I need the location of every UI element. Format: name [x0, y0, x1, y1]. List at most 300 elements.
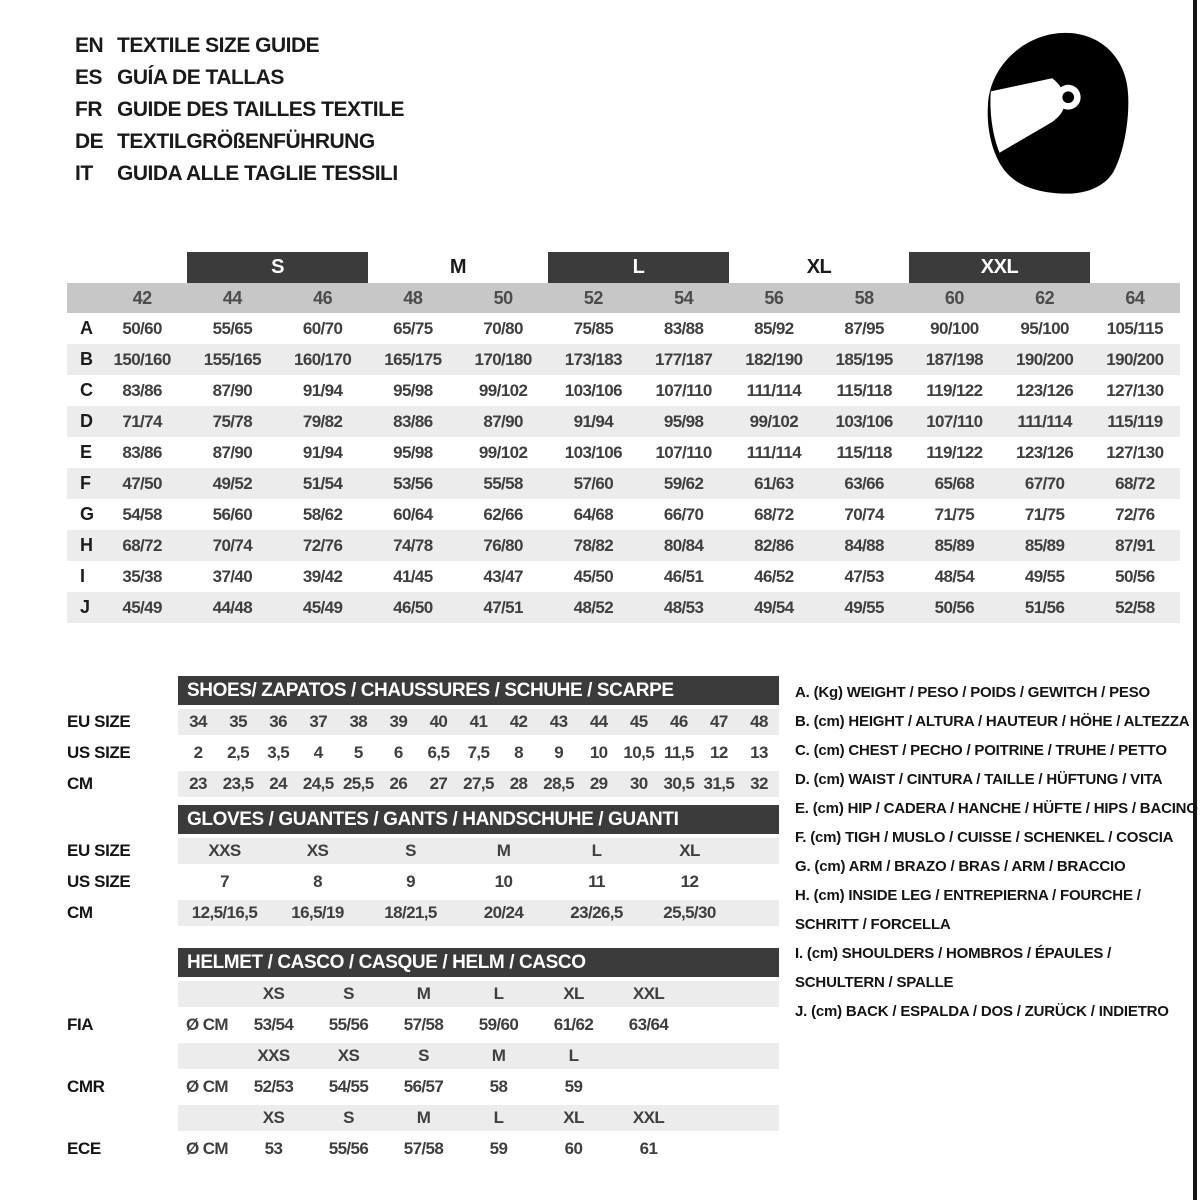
size-value: 70/74: [212, 535, 253, 555]
measurement-row-f: [67, 468, 1180, 499]
size-value: M: [496, 841, 511, 860]
size-value: 83/86: [122, 442, 162, 462]
size-value: 72/76: [302, 535, 343, 555]
helmet-value: 55/56: [328, 1139, 369, 1158]
size-value: 72/76: [1115, 504, 1155, 524]
helmet-value: 59: [489, 1139, 508, 1158]
helmet-value: 53: [264, 1139, 283, 1158]
legend-line: F. (cm) TIGH / MUSLO / CUISSE / SCHENKEL / COSCIA: [795, 829, 1174, 846]
size-value: 65/75: [393, 318, 433, 338]
size-value: 49/54: [754, 597, 794, 617]
size-band-xxl: XXL: [909, 252, 1090, 283]
size-band-s: S: [187, 252, 368, 283]
size-value: 10,5: [623, 743, 655, 762]
helmet-values: [178, 1012, 779, 1038]
main-table-body: [67, 313, 1180, 623]
size-value: 79/82: [302, 411, 343, 431]
size-value: 47/53: [844, 566, 884, 586]
size-value: 87/90: [212, 442, 253, 462]
legend-item: [795, 939, 1195, 997]
size-value: 64/68: [573, 504, 614, 524]
size-value: 99/102: [478, 380, 528, 400]
language-code: EN: [75, 34, 104, 57]
size-value: 50/56: [1115, 566, 1155, 586]
size-value: 32: [750, 774, 768, 793]
measurement-row-d: [67, 406, 1180, 437]
measurement-row-c: [67, 375, 1180, 406]
size-value: 177/187: [654, 349, 713, 369]
helmet-value: 53/54: [253, 1015, 294, 1034]
legend-line: D. (cm) WAIST / CINTURA / TAILLE / HÜFTUNG / VITA: [795, 771, 1163, 788]
size-value: XS: [306, 841, 329, 860]
measurement-row-e: [67, 437, 1180, 468]
row-header-label: US SIZE: [67, 872, 131, 891]
gloves-table: [67, 805, 779, 931]
size-value: 58/62: [302, 504, 343, 524]
size-value: 49/55: [844, 597, 884, 617]
size-value: 83/86: [122, 380, 162, 400]
size-value: 95/98: [393, 442, 433, 462]
size-value: 40: [429, 712, 448, 731]
legend-item: [795, 823, 1195, 852]
row-values: [178, 740, 779, 766]
size-value: 34: [189, 712, 207, 731]
legend-item: [795, 852, 1195, 881]
size-value: 49/55: [1024, 566, 1065, 586]
size-value: 71/75: [1024, 504, 1065, 524]
helmet-size: XXL: [632, 984, 665, 1003]
size-value: 82/86: [754, 535, 794, 555]
legend-line: J. (cm) BACK / ESPALDA / DOS / ZURÜCK / INDIETRO: [795, 1003, 1169, 1020]
size-value: 8: [514, 743, 523, 762]
row-values: [178, 771, 779, 797]
measurement-row-a: [67, 313, 1180, 344]
size-value: 23: [189, 774, 207, 793]
row-header-spacer: [67, 1043, 178, 1069]
helmet-values: [178, 1136, 779, 1162]
size-value: 185/195: [835, 349, 893, 369]
measurement-row-label: C: [80, 380, 93, 400]
numeric-size: 60: [944, 287, 964, 308]
size-value: 71/75: [934, 504, 975, 524]
size-value: 103/106: [564, 442, 622, 462]
size-value: 67/70: [1024, 473, 1065, 493]
size-value: 28,5: [543, 774, 574, 793]
helmet-size-header-row: [67, 1105, 779, 1131]
size-value: 85/89: [934, 535, 975, 555]
helmet-size: L: [493, 984, 504, 1003]
size-value: 46: [669, 712, 688, 731]
helmet-size: S: [343, 1108, 354, 1127]
helmet-size: XS: [262, 1108, 285, 1127]
racing-helmet-graphic: [978, 30, 1138, 198]
size-value: 7,5: [467, 743, 490, 762]
helmet-size: S: [418, 1046, 429, 1065]
language-code: DE: [75, 130, 104, 153]
size-value: 3,5: [267, 743, 290, 762]
size-value: 51/56: [1024, 597, 1065, 617]
sub-table-row: [67, 900, 779, 926]
size-value: 83/88: [663, 318, 704, 338]
helmet-size: L: [493, 1108, 504, 1127]
size-value: 26: [389, 774, 408, 793]
legend-item: [795, 765, 1195, 794]
size-value: 91/94: [573, 411, 614, 431]
sub-table-row: [67, 709, 779, 735]
size-value: 6,5: [427, 743, 450, 762]
size-value: 91/94: [302, 442, 343, 462]
gloves-rows: [67, 838, 779, 926]
size-value: 52/58: [1115, 597, 1155, 617]
diameter-unit: Ø CM: [186, 1077, 228, 1096]
language-title: GUIDE DES TAILLES TEXTILE: [117, 98, 404, 121]
size-value: 4: [313, 743, 323, 762]
size-value: 5: [353, 743, 363, 762]
size-value: 25,5: [342, 774, 374, 793]
size-value: 16,5/19: [291, 903, 344, 922]
numeric-size: 58: [854, 287, 874, 308]
helmet-table-title: HELMET / CASCO / CASQUE / HELM / CASCO: [178, 948, 779, 977]
helmet-size-header-row: [67, 981, 779, 1007]
legend-line: E. (cm) HIP / CADERA / HANCHE / HÜFTE / HIPS / BACINO: [795, 800, 1198, 817]
size-value: 45/49: [122, 597, 162, 617]
size-value: 190/200: [1106, 349, 1164, 369]
size-value: 107/110: [655, 380, 712, 400]
numeric-size: 54: [674, 287, 694, 308]
legend-line: SCHULTERN / SPALLE: [795, 974, 954, 991]
row-header-label: EU SIZE: [67, 712, 131, 731]
standard-label: FIA: [67, 1015, 94, 1034]
diameter-unit: Ø CM: [186, 1139, 228, 1158]
size-value: 95/100: [1020, 318, 1069, 338]
size-value: 7: [220, 872, 229, 891]
size-value: 45: [629, 712, 648, 731]
measurement-row-label: B: [80, 349, 93, 369]
measurement-row-label: D: [80, 411, 93, 431]
size-value: 48: [750, 712, 768, 731]
size-value: 25,5/30: [663, 903, 716, 922]
size-value: XL: [679, 841, 700, 860]
sub-table-row: [67, 869, 779, 895]
size-value: XXS: [208, 841, 241, 860]
size-value: 83/86: [393, 411, 433, 431]
legend-line: SCHRITT / FORCELLA: [795, 916, 951, 933]
measurement-row-label: E: [80, 442, 93, 462]
size-value: 55/58: [483, 473, 523, 493]
gloves-table-title: GLOVES / GUANTES / GANTS / HANDSCHUHE / GUANTI: [178, 805, 779, 834]
size-value: 50/56: [934, 597, 975, 617]
size-value: 35/38: [122, 566, 162, 586]
size-value: 87/95: [844, 318, 884, 338]
standard-label: CMR: [67, 1077, 105, 1096]
helmet-size-header-row: [67, 1043, 779, 1069]
size-value: 31,5: [703, 774, 735, 793]
size-value: 160/170: [293, 349, 352, 369]
sub-table-row: [67, 740, 779, 766]
helmet-value: 60: [564, 1139, 583, 1158]
size-value: 115/118: [836, 380, 892, 400]
helmet-value: 61/62: [553, 1015, 594, 1034]
helmet-value-row: [67, 1074, 779, 1100]
size-value: 20/24: [483, 903, 524, 922]
numeric-size: 62: [1035, 287, 1055, 308]
size-value: 41: [469, 712, 488, 731]
numeric-size: 44: [222, 287, 242, 308]
size-value: 55/65: [212, 318, 253, 338]
helmet-value: 54/55: [328, 1077, 369, 1096]
helmet-value: 56/57: [403, 1077, 444, 1096]
legend-line: I. (cm) SHOULDERS / HOMBROS / ÉPAULES /: [795, 945, 1112, 962]
language-row: [75, 94, 404, 126]
size-value: 46/51: [663, 566, 704, 586]
size-value: 11,5: [663, 743, 694, 762]
measurement-row-h: [67, 530, 1180, 561]
standard-label: ECE: [67, 1139, 101, 1158]
numeric-row-spacer: [67, 283, 97, 313]
numeric-size: 48: [403, 287, 423, 308]
legend-line: A. (Kg) WEIGHT / PESO / POIDS / GEWITCH / PESO: [795, 684, 1150, 701]
shoes-table: [67, 676, 779, 802]
helmet-size: XXS: [257, 1046, 290, 1065]
helmet-size: L: [568, 1046, 579, 1065]
helmet-value-row: [67, 1012, 779, 1038]
size-value: 30,5: [663, 774, 695, 793]
size-value: 37/40: [212, 566, 253, 586]
measurement-row-j: [67, 592, 1180, 623]
size-value: 105/115: [1106, 318, 1164, 338]
size-value: 80/84: [663, 535, 704, 555]
legend-line: H. (cm) INSIDE LEG / ENTREPIERNA / FOURCHE /: [795, 887, 1141, 904]
size-value: 76/80: [483, 535, 523, 555]
size-value: 9: [554, 743, 564, 762]
size-value: 165/175: [384, 349, 442, 369]
size-band-row: [67, 252, 1180, 283]
size-value: 43/47: [483, 566, 523, 586]
size-value: 24,5: [302, 774, 334, 793]
measurement-row-label: A: [80, 318, 93, 338]
size-value: 107/110: [926, 411, 983, 431]
size-value: 111/114: [1017, 411, 1072, 431]
numeric-size: 50: [493, 287, 513, 308]
size-value: 123/126: [1015, 380, 1074, 400]
size-value: 45/50: [573, 566, 614, 586]
helmet-size: XS: [262, 984, 285, 1003]
helmet-sizes: [178, 1043, 779, 1069]
numeric-size: 64: [1125, 287, 1145, 308]
measurement-row-label: J: [80, 597, 91, 617]
numeric-size: 52: [583, 287, 603, 308]
size-value: 71/74: [122, 411, 162, 431]
size-value: 65/68: [934, 473, 975, 493]
size-value: 9: [406, 872, 415, 891]
size-value: 78/82: [573, 535, 614, 555]
measurement-row-g: [67, 499, 1180, 530]
size-value: 103/106: [564, 380, 622, 400]
measurement-row-label: G: [80, 504, 95, 524]
size-value: 47/50: [122, 473, 162, 493]
size-value: 11: [588, 872, 605, 891]
size-value: 68/72: [122, 535, 162, 555]
language-row: [75, 158, 404, 190]
size-value: 39: [389, 712, 408, 731]
size-band-m: M: [449, 256, 467, 278]
main-size-table: [67, 252, 1180, 623]
measurement-row-label: H: [80, 535, 93, 555]
language-title: TEXTILE SIZE GUIDE: [117, 34, 320, 57]
size-value: 18/21,5: [384, 903, 437, 922]
size-value: 27: [429, 774, 448, 793]
size-value: 51/54: [302, 473, 343, 493]
helmet-values: [178, 1074, 779, 1100]
size-value: 54/58: [122, 504, 162, 524]
size-value: 60/70: [302, 318, 343, 338]
size-value: 111/114: [746, 442, 802, 462]
language-code: ES: [75, 66, 103, 89]
size-value: 84/88: [844, 535, 884, 555]
size-value: 23,5: [222, 774, 254, 793]
size-value: 107/110: [655, 442, 712, 462]
size-value: 53/56: [393, 473, 433, 493]
measurement-row-label: I: [80, 566, 86, 586]
size-value: 57/60: [573, 473, 614, 493]
helmet-value: 59: [564, 1077, 583, 1096]
helmet-size: XS: [337, 1046, 360, 1065]
language-title: TEXTILGRÖßENFÜHRUNG: [117, 130, 375, 153]
language-row: [75, 30, 404, 62]
helmet-value: 52/53: [253, 1077, 294, 1096]
size-value: 41/45: [393, 566, 433, 586]
size-value: 115/118: [836, 442, 892, 462]
size-value: 68/72: [754, 504, 794, 524]
size-value: 70/80: [483, 318, 523, 338]
size-value: 43: [549, 712, 568, 731]
sub-table-row: [67, 838, 779, 864]
size-value: 119/122: [926, 380, 983, 400]
helmet-value: 58: [489, 1077, 508, 1096]
helmet-value: 63/64: [628, 1015, 669, 1034]
size-value: S: [405, 841, 416, 860]
helmet-size: XL: [563, 1108, 584, 1127]
row-header-label: US SIZE: [67, 743, 131, 762]
row-header-label: CM: [67, 903, 93, 922]
size-value: 187/198: [925, 349, 983, 369]
helmet-size: S: [343, 984, 354, 1003]
size-value: 95/98: [393, 380, 433, 400]
size-value: 62/66: [483, 504, 523, 524]
row-values: [178, 869, 779, 895]
size-value: 56/60: [212, 504, 253, 524]
numeric-size: 42: [132, 287, 152, 308]
language-title: GUIDA ALLE TAGLIE TESSILI: [117, 162, 398, 185]
size-value: 59/62: [663, 473, 704, 493]
legend-item: [795, 736, 1195, 765]
size-value: 47/51: [483, 597, 523, 617]
size-value: 99/102: [749, 411, 799, 431]
size-value: 85/89: [1024, 535, 1065, 555]
racing-helmet-icon: [978, 30, 1138, 198]
size-value: 2,5: [227, 743, 250, 762]
numeric-size-row: [67, 283, 1180, 313]
row-header-label: EU SIZE: [67, 841, 131, 860]
legend-item: [795, 794, 1198, 823]
size-value: 13: [750, 743, 768, 762]
size-value: 44: [589, 712, 608, 731]
size-value: 37: [309, 712, 328, 731]
legend-item: [795, 997, 1195, 1026]
size-value: 42: [509, 712, 528, 731]
legend-item: [795, 707, 1195, 736]
size-value: 90/100: [930, 318, 979, 338]
size-value: 61/63: [754, 473, 794, 493]
helmet-value: 61: [639, 1139, 658, 1158]
row-values: [178, 709, 779, 735]
row-header-label: CM: [67, 774, 93, 793]
helmet-size: M: [491, 1046, 506, 1065]
language-code: FR: [75, 98, 102, 121]
size-value: 87/91: [1115, 535, 1155, 555]
size-value: 27,5: [463, 774, 494, 793]
size-value: 155/165: [203, 349, 261, 369]
size-value: L: [591, 841, 602, 860]
size-value: 8: [313, 872, 322, 891]
size-value: 95/98: [663, 411, 704, 431]
size-value: 24: [269, 774, 288, 793]
size-value: 48/52: [573, 597, 614, 617]
helmet-value: 55/56: [328, 1015, 369, 1034]
size-value: 127/130: [1106, 442, 1164, 462]
size-value: 127/130: [1106, 380, 1164, 400]
legend-item: [795, 881, 1195, 939]
size-value: 150/160: [113, 349, 171, 369]
size-value: 35: [229, 712, 247, 731]
helmet-value-row: [67, 1136, 779, 1162]
size-value: 48/53: [663, 597, 704, 617]
language-row: [75, 126, 404, 158]
legend: [795, 678, 1198, 1026]
size-value: 85/92: [754, 318, 794, 338]
helmet-value: 59/60: [478, 1015, 519, 1034]
helmet-value: 57/58: [403, 1015, 444, 1034]
row-header-spacer: [67, 981, 178, 1007]
size-value: 44/48: [212, 597, 253, 617]
size-value: 48/54: [934, 566, 975, 586]
helmet-sizes: [178, 1105, 779, 1131]
language-row: [75, 62, 404, 94]
size-value: 170/180: [474, 349, 532, 369]
numeric-size: 56: [764, 287, 784, 308]
helmet-rows: [67, 981, 779, 1162]
size-value: 68/72: [1115, 473, 1155, 493]
numeric-size: 46: [313, 287, 333, 308]
size-value: 38: [349, 712, 368, 731]
size-value: 49/52: [212, 473, 253, 493]
row-values: [178, 900, 779, 926]
size-value: 111/114: [746, 380, 802, 400]
size-value: 23/26,5: [570, 903, 623, 922]
shoes-table-title: SHOES/ ZAPATOS / CHAUSSURES / SCHUHE / SCARPE: [178, 676, 779, 705]
row-values: [178, 838, 779, 864]
size-value: 75/78: [212, 411, 253, 431]
size-value: 30: [629, 774, 648, 793]
size-value: 115/119: [1107, 411, 1163, 431]
size-value: 60/64: [393, 504, 433, 524]
helmet-size: XL: [563, 984, 584, 1003]
size-value: 91/94: [302, 380, 343, 400]
size-value: 119/122: [926, 442, 983, 462]
helmet-size: M: [416, 984, 431, 1003]
helmet-table: [67, 948, 779, 1167]
size-value: 2: [193, 743, 203, 762]
